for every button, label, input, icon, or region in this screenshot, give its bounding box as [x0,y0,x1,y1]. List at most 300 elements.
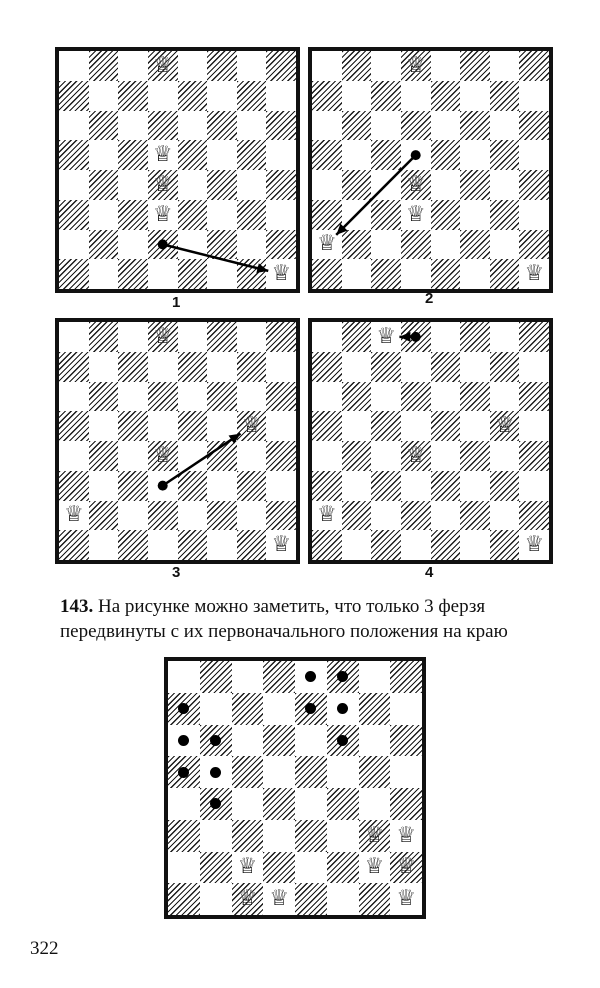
chess-diagram-3 [55,318,300,564]
board-square [59,51,89,81]
board-square [460,230,490,260]
board-square [237,322,267,352]
board-square [359,883,391,915]
board-square [390,661,422,693]
board-square [178,411,208,441]
board-square [263,725,295,757]
board-square [118,140,148,170]
board-square [89,411,119,441]
board-square [431,200,461,230]
board-square [342,259,372,289]
board-square [237,111,267,141]
board-square [207,81,237,111]
board-square [200,820,232,852]
board-square [519,382,549,412]
board-square [312,441,342,471]
board-square [266,501,296,531]
board-square [327,883,359,915]
board-square [237,200,267,230]
board-square [168,661,200,693]
board-square [371,140,401,170]
board-square [460,200,490,230]
board-square [178,441,208,471]
board-square [59,81,89,111]
queen-icon [519,259,549,289]
board-square [295,756,327,788]
board-square [266,441,296,471]
board-square [431,170,461,200]
board-square [207,111,237,141]
queen-icon [401,51,431,81]
board-square [237,230,267,260]
board-square [168,820,200,852]
chess-diagram-2 [308,47,553,293]
board-square [359,725,391,757]
board-square [431,530,461,560]
board-square [401,140,431,170]
board-square [431,382,461,412]
queen-icon [312,501,342,531]
queen-icon [312,230,342,260]
board-square [342,200,372,230]
board-square [490,51,520,81]
board-square [371,230,401,260]
board-square [59,140,89,170]
board-square [178,352,208,382]
board-square [342,230,372,260]
board-square [148,81,178,111]
board-square [431,411,461,441]
board-square [178,471,208,501]
board-square [118,501,148,531]
board-square [118,382,148,412]
board-square [359,693,391,725]
page-number: 322 [30,938,59,959]
board-square [89,322,119,352]
board-square [237,501,267,531]
board-square [237,382,267,412]
board-square [519,111,549,141]
board-square [207,501,237,531]
board-square [207,230,237,260]
chess-diagram-1 [55,47,300,293]
board-square [460,471,490,501]
board-square [371,352,401,382]
board-square [89,382,119,412]
board-square [460,530,490,560]
board-square [390,725,422,757]
board-square [266,230,296,260]
board-square [266,411,296,441]
board-square [118,471,148,501]
board-square [371,81,401,111]
board-square [89,441,119,471]
board-square [431,352,461,382]
board-square [178,259,208,289]
queen-icon [148,170,178,200]
board-square [519,352,549,382]
board-square [401,530,431,560]
board-square [490,352,520,382]
board-square [519,81,549,111]
board-square [342,471,372,501]
board-square [460,352,490,382]
board-square [490,471,520,501]
board-square [371,382,401,412]
board-square [401,259,431,289]
board-square [207,259,237,289]
board-square [371,530,401,560]
board-square [295,725,327,757]
board-square [237,471,267,501]
board-square [342,530,372,560]
queen-icon [148,51,178,81]
board-square [207,322,237,352]
board-square [342,441,372,471]
board-square [295,883,327,915]
board-square [178,81,208,111]
board-square [460,411,490,441]
board-square [342,411,372,441]
board-square [460,322,490,352]
board-square [178,111,208,141]
board-square [59,259,89,289]
diagram-label-2: 2 [425,290,434,307]
board-square [118,411,148,441]
board-square [118,170,148,200]
board-square [266,322,296,352]
board-square [200,661,232,693]
board-square [263,788,295,820]
dot-marker [327,661,359,693]
diagram-label-4: 4 [425,564,434,581]
board-square [460,140,490,170]
queen-icon [232,852,264,884]
board-square [295,788,327,820]
board-square [342,322,372,352]
board-square [148,111,178,141]
board-square [431,259,461,289]
board-square [490,200,520,230]
queen-icon [390,852,422,884]
board-square [312,111,342,141]
board-square [148,501,178,531]
board-square [431,322,461,352]
board-square [232,693,264,725]
queen-icon [490,411,520,441]
board-square [327,788,359,820]
board-square [168,852,200,884]
board-square [266,111,296,141]
queen-icon [148,322,178,352]
board-square [232,756,264,788]
diagram-label-1: 1 [172,294,181,311]
board-square [342,382,372,412]
board-square [266,200,296,230]
board-square [59,411,89,441]
board-square [371,471,401,501]
board-square [295,820,327,852]
board-square [519,471,549,501]
board-square [371,441,401,471]
dot-marker [200,788,232,820]
board-square [178,530,208,560]
queen-icon [237,411,267,441]
queen-icon [148,200,178,230]
board-square [295,852,327,884]
dot-marker [295,693,327,725]
board-square [266,51,296,81]
board-square [490,441,520,471]
problem-text-line-2: передвинуты с их первоначального положения на краю [60,621,508,642]
board-square [359,756,391,788]
board-square [200,852,232,884]
board-square [178,501,208,531]
board-square [490,382,520,412]
board-square [263,756,295,788]
board-square [519,200,549,230]
board-square [312,259,342,289]
board-square [178,140,208,170]
queen-icon [148,441,178,471]
board-square [178,382,208,412]
board-square [263,820,295,852]
board-square [490,81,520,111]
board-square [431,81,461,111]
board-square [401,501,431,531]
board-square [401,382,431,412]
board-square [237,140,267,170]
board-square [342,51,372,81]
board-square [89,530,119,560]
board-square [59,441,89,471]
board-square [59,111,89,141]
board-square [266,471,296,501]
queen-icon [401,200,431,230]
board-square [59,170,89,200]
board-square [312,382,342,412]
board-square [490,322,520,352]
board-square [237,81,267,111]
board-square [118,352,148,382]
board-square [232,820,264,852]
board-square [89,230,119,260]
board-square [460,170,490,200]
board-square [232,661,264,693]
board-square [89,501,119,531]
board-square [148,411,178,441]
chess-diagram-5 [164,657,426,919]
board-square [168,788,200,820]
board-square [460,111,490,141]
board-square [312,200,342,230]
board-square [371,200,401,230]
board-square [263,852,295,884]
board-square [237,352,267,382]
board-square [519,140,549,170]
board-square [118,322,148,352]
board-square [312,51,342,81]
board-square [519,322,549,352]
dot-marker [327,693,359,725]
dot-marker [295,661,327,693]
board-square [237,170,267,200]
board-square [342,352,372,382]
board-square [178,170,208,200]
board-square [178,322,208,352]
queen-icon [263,883,295,915]
board-square [148,471,178,501]
board-square [263,693,295,725]
queen-icon [359,852,391,884]
board-square [401,81,431,111]
board-square [89,111,119,141]
board-square [312,471,342,501]
board-square [460,51,490,81]
dot-marker [327,725,359,757]
board-square [178,230,208,260]
board-square [342,501,372,531]
board-square [401,471,431,501]
board-square [312,530,342,560]
queen-icon [371,322,401,352]
board-square [237,441,267,471]
board-square [207,471,237,501]
queen-icon [390,883,422,915]
board-square [207,411,237,441]
board-square [431,501,461,531]
board-square [118,259,148,289]
board-square [390,693,422,725]
board-square [327,820,359,852]
board-square [327,756,359,788]
queen-icon [59,501,89,531]
board-square [342,81,372,111]
board-square [207,200,237,230]
board-square [519,170,549,200]
dot-marker [168,756,200,788]
board-square [519,230,549,260]
board-square [490,530,520,560]
board-square [371,51,401,81]
board-square [312,140,342,170]
board-square [59,471,89,501]
board-square [490,259,520,289]
board-square [118,51,148,81]
board-square [359,788,391,820]
queen-icon [266,259,296,289]
board-square [207,51,237,81]
board-square [118,230,148,260]
board-square [519,501,549,531]
board-square [371,111,401,141]
board-square [89,170,119,200]
board-square [401,352,431,382]
board-square [118,200,148,230]
board-square [312,411,342,441]
board-square [312,322,342,352]
board-square [148,530,178,560]
board-square [371,411,401,441]
board-square [490,170,520,200]
board-square [168,883,200,915]
board-square [178,200,208,230]
board-square [89,471,119,501]
queen-icon [401,441,431,471]
board-square [460,81,490,111]
board-square [232,788,264,820]
board-square [200,693,232,725]
board-square [312,170,342,200]
board-square [59,230,89,260]
board-square [266,170,296,200]
board-square [401,411,431,441]
queen-icon [390,820,422,852]
board-square [148,382,178,412]
board-square [118,111,148,141]
board-square [490,111,520,141]
board-square [89,259,119,289]
board-square [237,51,267,81]
board-square [200,883,232,915]
board-square [327,852,359,884]
queen-icon [232,883,264,915]
board-square [390,788,422,820]
problem-text-line-1: На рисунке можно заметить, что только 3 ферзя [93,596,486,617]
queen-icon [359,820,391,852]
board-square [390,756,422,788]
board-square [266,81,296,111]
dot-marker [168,693,200,725]
board-square [207,170,237,200]
board-square [89,200,119,230]
board-square [118,81,148,111]
board-square [89,352,119,382]
board-square [207,382,237,412]
board-square [401,322,431,352]
board-square [207,352,237,382]
board-square [431,111,461,141]
board-square [431,51,461,81]
board-square [460,259,490,289]
board-square [460,441,490,471]
board-square [178,51,208,81]
board-square [266,382,296,412]
queen-icon [401,170,431,200]
board-square [237,530,267,560]
dot-marker [200,725,232,757]
board-square [342,170,372,200]
board-square [207,441,237,471]
board-square [401,111,431,141]
board-square [237,259,267,289]
board-square [460,501,490,531]
board-square [312,352,342,382]
board-square [59,530,89,560]
board-square [59,382,89,412]
board-square [371,170,401,200]
board-square [490,140,520,170]
board-square [148,230,178,260]
board-square [490,501,520,531]
board-square [59,322,89,352]
diagram-label-3: 3 [172,564,181,581]
board-square [431,441,461,471]
board-square [232,725,264,757]
board-square [342,140,372,170]
board-square [59,352,89,382]
board-square [312,81,342,111]
